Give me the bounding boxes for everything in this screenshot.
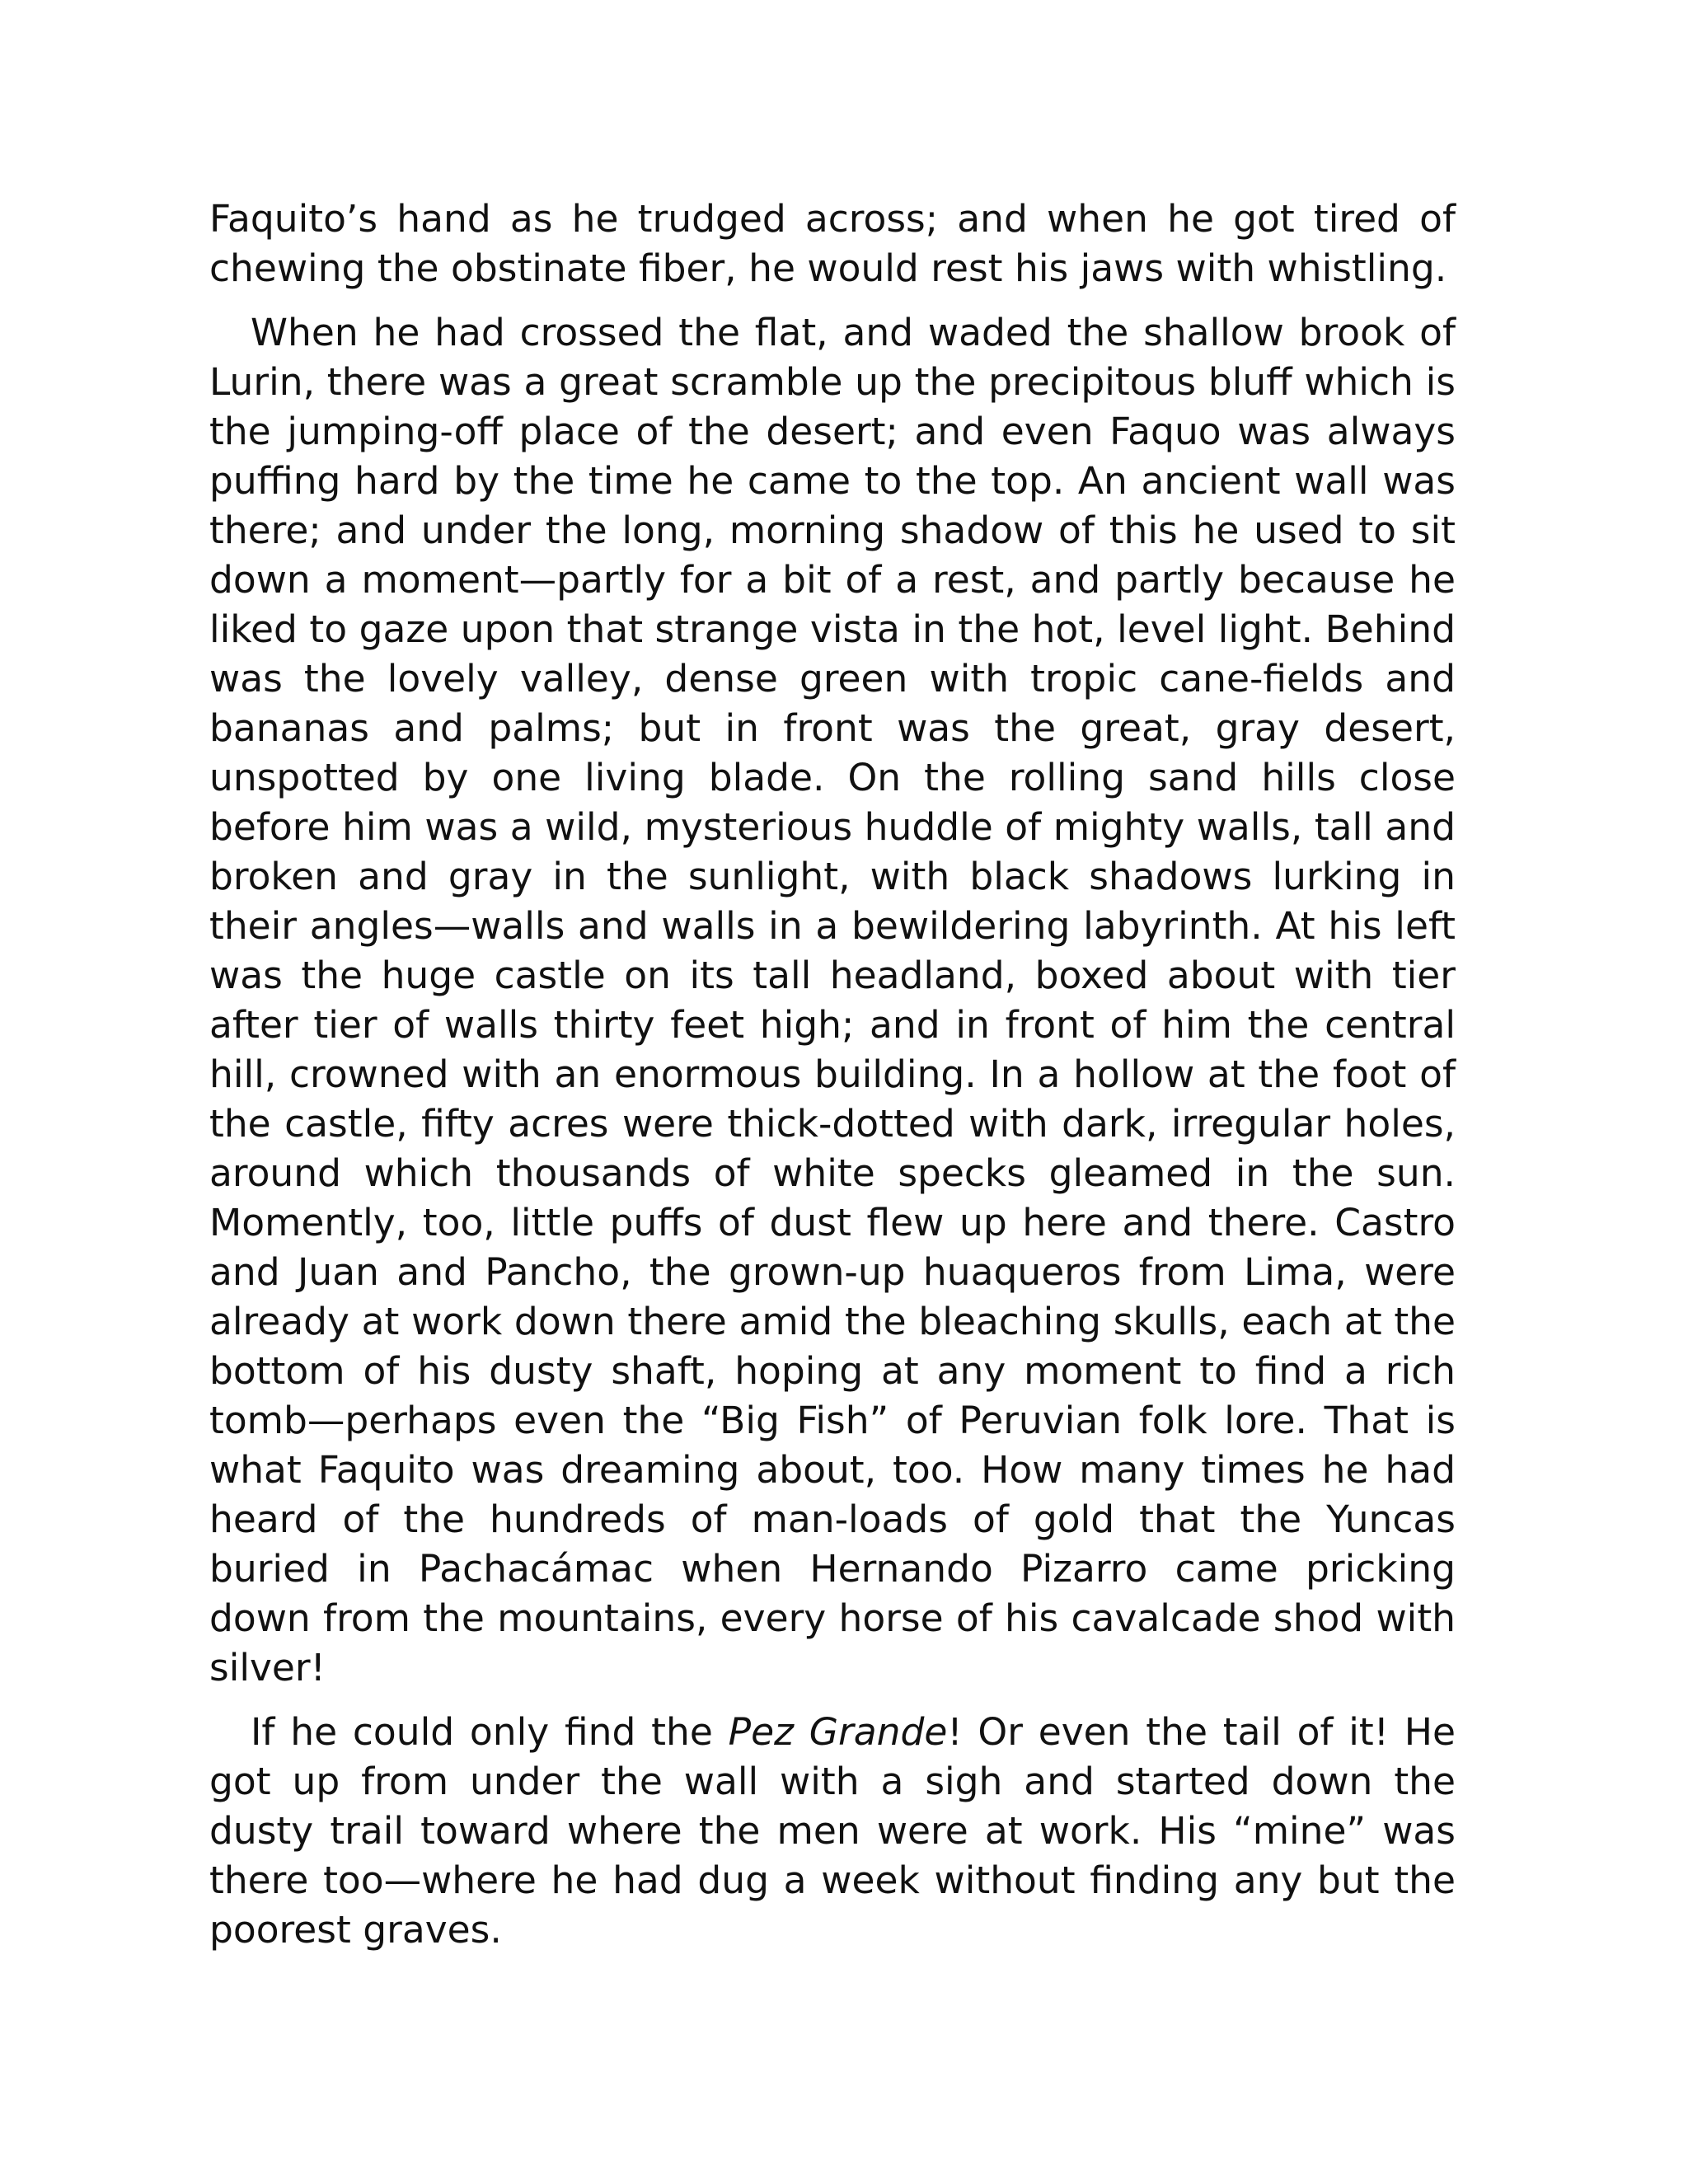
paragraph-3 bbox=[209, 1708, 1456, 1955]
italic-phrase-pez-grande: Pez Grande bbox=[728, 1710, 948, 1754]
paragraph-2-text: When he had crossed the flat, and waded the shallow brook of Lurin, there was a great scramble up the precipitous bluff which is the jumping-off place of the desert; and even Faquo was always puffing hard by the time he came to the top. An ancient wall was there; and under the long, morning shadow of this he used to sit down a moment—partly for a bit of a rest, and partly because he liked to gaze upon that strange vista in the hot, level light. Behind was the lovely valley, dense green with tropic cane-fields and bananas and palms; but in front was the great, gray desert, unspotted by one living blade. On the rolling sand hills close before him was a wild, mysterious huddle of mighty walls, tall and broken and gray in the sunlight, with black shadows lurking in their angles—walls and walls in a bewildering labyrinth. At his left was the huge castle on its tall headland, boxed about with tier after tier of walls thirty feet high; and in front of him the central hill, crowned with an enormous building. In a hollow at the foot of the castle, fifty acres were thick-dotted with dark, irregular holes, around which thousands of white specks gleamed in the sun. Momently, too, little puffs of dust flew up here and there. Castro and Juan and Pancho, the grown-up huaqueros from Lima, were already at work down there amid the bleaching skulls, each at the bottom of his dusty shaft, hoping at any moment to find a rich tomb—perhaps even the “Big Fish” of Peruvian folk lore. That is what Faquito was dreaming about, too. How many times he had heard of the hundreds of man-loads of gold that the Yuncas buried in Pachacámac when Hernando Pizarro came pricking down from the mountains, every horse of his cavalcade shod with silver! bbox=[209, 311, 1456, 1690]
paragraph-3-text-after: ! Or even the tail of it! He got up from under the wall with a sigh and started down the dusty trail toward where the men were at work. His “mine” was there too—where he had dug a week without finding any but the poorest graves. bbox=[209, 1710, 1456, 1952]
page-body bbox=[209, 194, 1456, 1955]
paragraph-1-text: Faquito’s hand as he trudged across; and when he got tired of chewing the obstinate fiber, he would rest his jaws with whistling. bbox=[209, 197, 1456, 290]
paragraph-2 bbox=[209, 308, 1456, 1693]
paragraph-3-text-before: If he could only find the bbox=[251, 1710, 729, 1754]
paragraph-1 bbox=[209, 194, 1456, 293]
